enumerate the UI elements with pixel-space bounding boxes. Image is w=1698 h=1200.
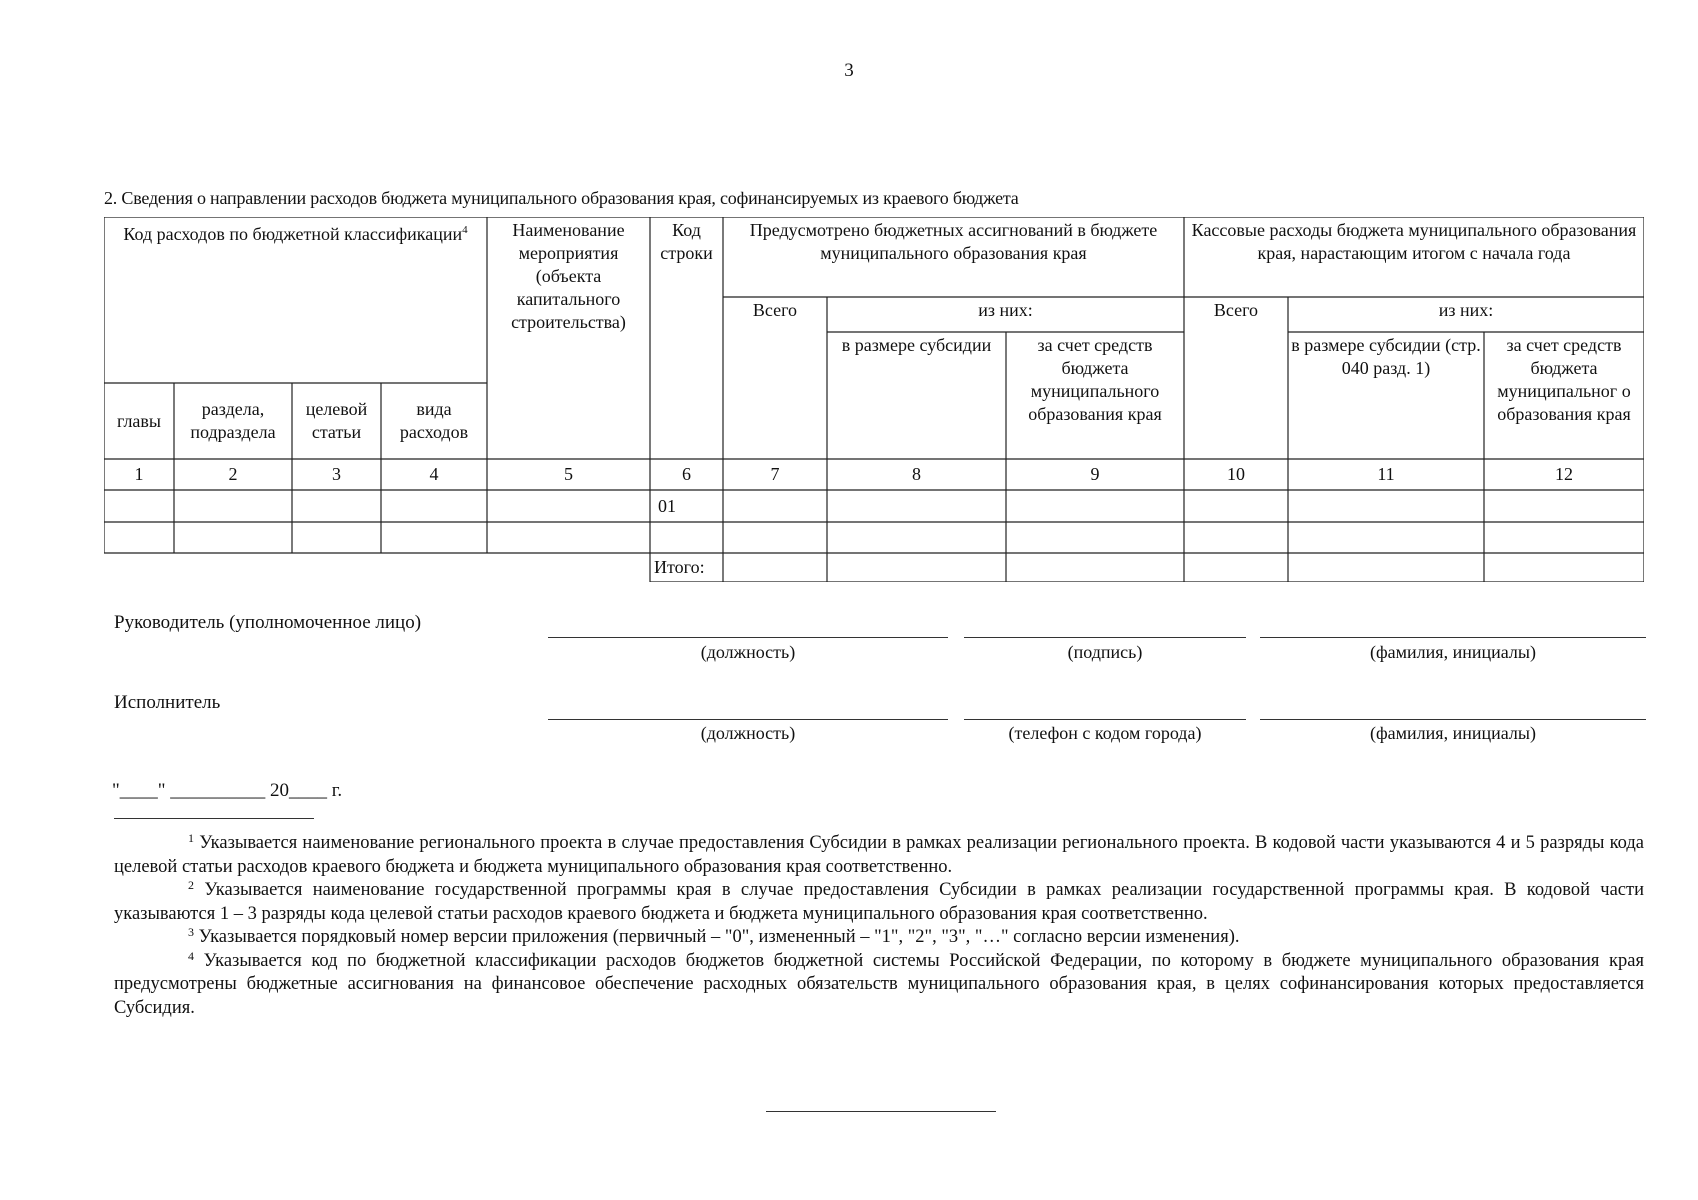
header-total-planned: Всего bbox=[752, 300, 798, 320]
executor-name-line bbox=[1260, 719, 1646, 720]
date-line: "____" __________ 20____ г. bbox=[112, 780, 343, 801]
executor-label: Исполнитель bbox=[114, 692, 221, 713]
footnote-3: $^3$ Указывается порядковый номер версии приложения (первичный – "0", измененный – "1", "2", "3", "…" согласно версии изменения). bbox=[188, 925, 1240, 947]
footnote-2: $^2$ Указывается наименование государственной программы края в случае предоставления Субсидии в рамках реализации государственной программы края. В кодовой части указываются 1 – 3 разряды кода целевой статьи расходов краевого бюджета и бюджета муниципального образования края соответственно. bbox=[114, 878, 1644, 924]
head-signature-line bbox=[964, 637, 1246, 638]
page-number: 3 bbox=[844, 60, 854, 81]
header-expense-type: вида расходов bbox=[399, 399, 469, 442]
column-number: 12 bbox=[1555, 464, 1573, 484]
header-planned: Предусмотрено бюджетных ассигнований в бюджете муниципального образования края bbox=[749, 220, 1158, 263]
column-number: 3 bbox=[332, 464, 341, 484]
expenses-table bbox=[104, 217, 1644, 582]
total-label: Итого: bbox=[654, 557, 705, 577]
executor-phone-caption: (телефон с кодом города) bbox=[1008, 723, 1202, 743]
header-row-code: Код строки bbox=[660, 220, 713, 263]
footnote-1: $^1$ Указывается наименование регионального проекта в случае предоставления Субсидии в рамках реализации регионального проекта. В кодовой части указываются 4 и 5 разряды кода целевой статьи расходов краевого бюджета и бюджета муниципального образования края соответственно. bbox=[114, 831, 1645, 877]
header-subsidy-amount-cash: в размере субсидии (стр. 040 разд. 1) bbox=[1291, 335, 1481, 378]
header-municipal-funds-cash: за счет средств бюджета муниципальног о образования края bbox=[1497, 335, 1631, 424]
header-cash: Кассовые расходы бюджета муниципального образования края, нарастающим итогом с начала года bbox=[1191, 220, 1637, 263]
footnote-separator bbox=[114, 818, 314, 819]
head-position-line bbox=[548, 637, 948, 638]
row-code-cell: 01 bbox=[658, 495, 676, 516]
header-event-name: Наименование мероприятия (объекта капитального строительства) bbox=[511, 220, 626, 332]
header-section: раздела, подраздела bbox=[190, 399, 276, 442]
column-number: 4 bbox=[429, 464, 439, 484]
head-position-caption: (должность) bbox=[700, 642, 796, 662]
executor-phone-line bbox=[964, 719, 1246, 720]
column-number: 8 bbox=[912, 464, 921, 484]
header-subsidy-amount: в размере субсидии bbox=[841, 335, 992, 355]
column-number: 2 bbox=[228, 464, 238, 484]
header-chapter: главы bbox=[116, 410, 162, 431]
footnote-4: $^4$ Указывается код по бюджетной классификации расходов бюджетов бюджетной системы Российской Федерации, по которому в бюджете муниципального образования края предусмотрены бюджетные ассигнования на финансовое обеспечение расходных обязательств муниципального образования края, в целях софинансирования которых предоставляется Субсидия. bbox=[114, 948, 1644, 1018]
column-number: 9 bbox=[1090, 464, 1100, 484]
column-number: 11 bbox=[1377, 464, 1395, 484]
header-municipal-funds: за счет средств бюджета муниципального образования края bbox=[1028, 335, 1162, 424]
column-number: 6 bbox=[682, 464, 691, 484]
footnotes bbox=[114, 832, 1644, 1020]
header-of-which-planned: из них: bbox=[978, 300, 1033, 320]
head-signature-caption: (подпись) bbox=[1067, 642, 1143, 662]
header-budget-code: Код расходов по бюджетной классификации$^4$ bbox=[123, 224, 468, 244]
column-number: 1 bbox=[134, 464, 144, 484]
executor-position-caption: (должность) bbox=[700, 723, 796, 743]
executor-position-line bbox=[548, 719, 948, 720]
column-number: 7 bbox=[770, 464, 780, 484]
end-separator bbox=[766, 1111, 996, 1112]
column-number: 10 bbox=[1227, 464, 1245, 484]
head-name-caption: (фамилия, инициалы) bbox=[1370, 642, 1536, 662]
header-total-cash: Всего bbox=[1213, 300, 1259, 320]
section-title: 2. Сведения о направлении расходов бюджета муниципального образования края, софинансируемых из краевого бюджета bbox=[104, 188, 1019, 208]
header-target-item: целевой статьи bbox=[305, 399, 368, 442]
head-name-line bbox=[1260, 637, 1646, 638]
executor-name-caption: (фамилия, инициалы) bbox=[1370, 723, 1536, 743]
header-of-which-cash: из них: bbox=[1438, 300, 1494, 320]
column-number: 5 bbox=[564, 464, 573, 484]
head-label: Руководитель (уполномоченное лицо) bbox=[114, 612, 422, 633]
